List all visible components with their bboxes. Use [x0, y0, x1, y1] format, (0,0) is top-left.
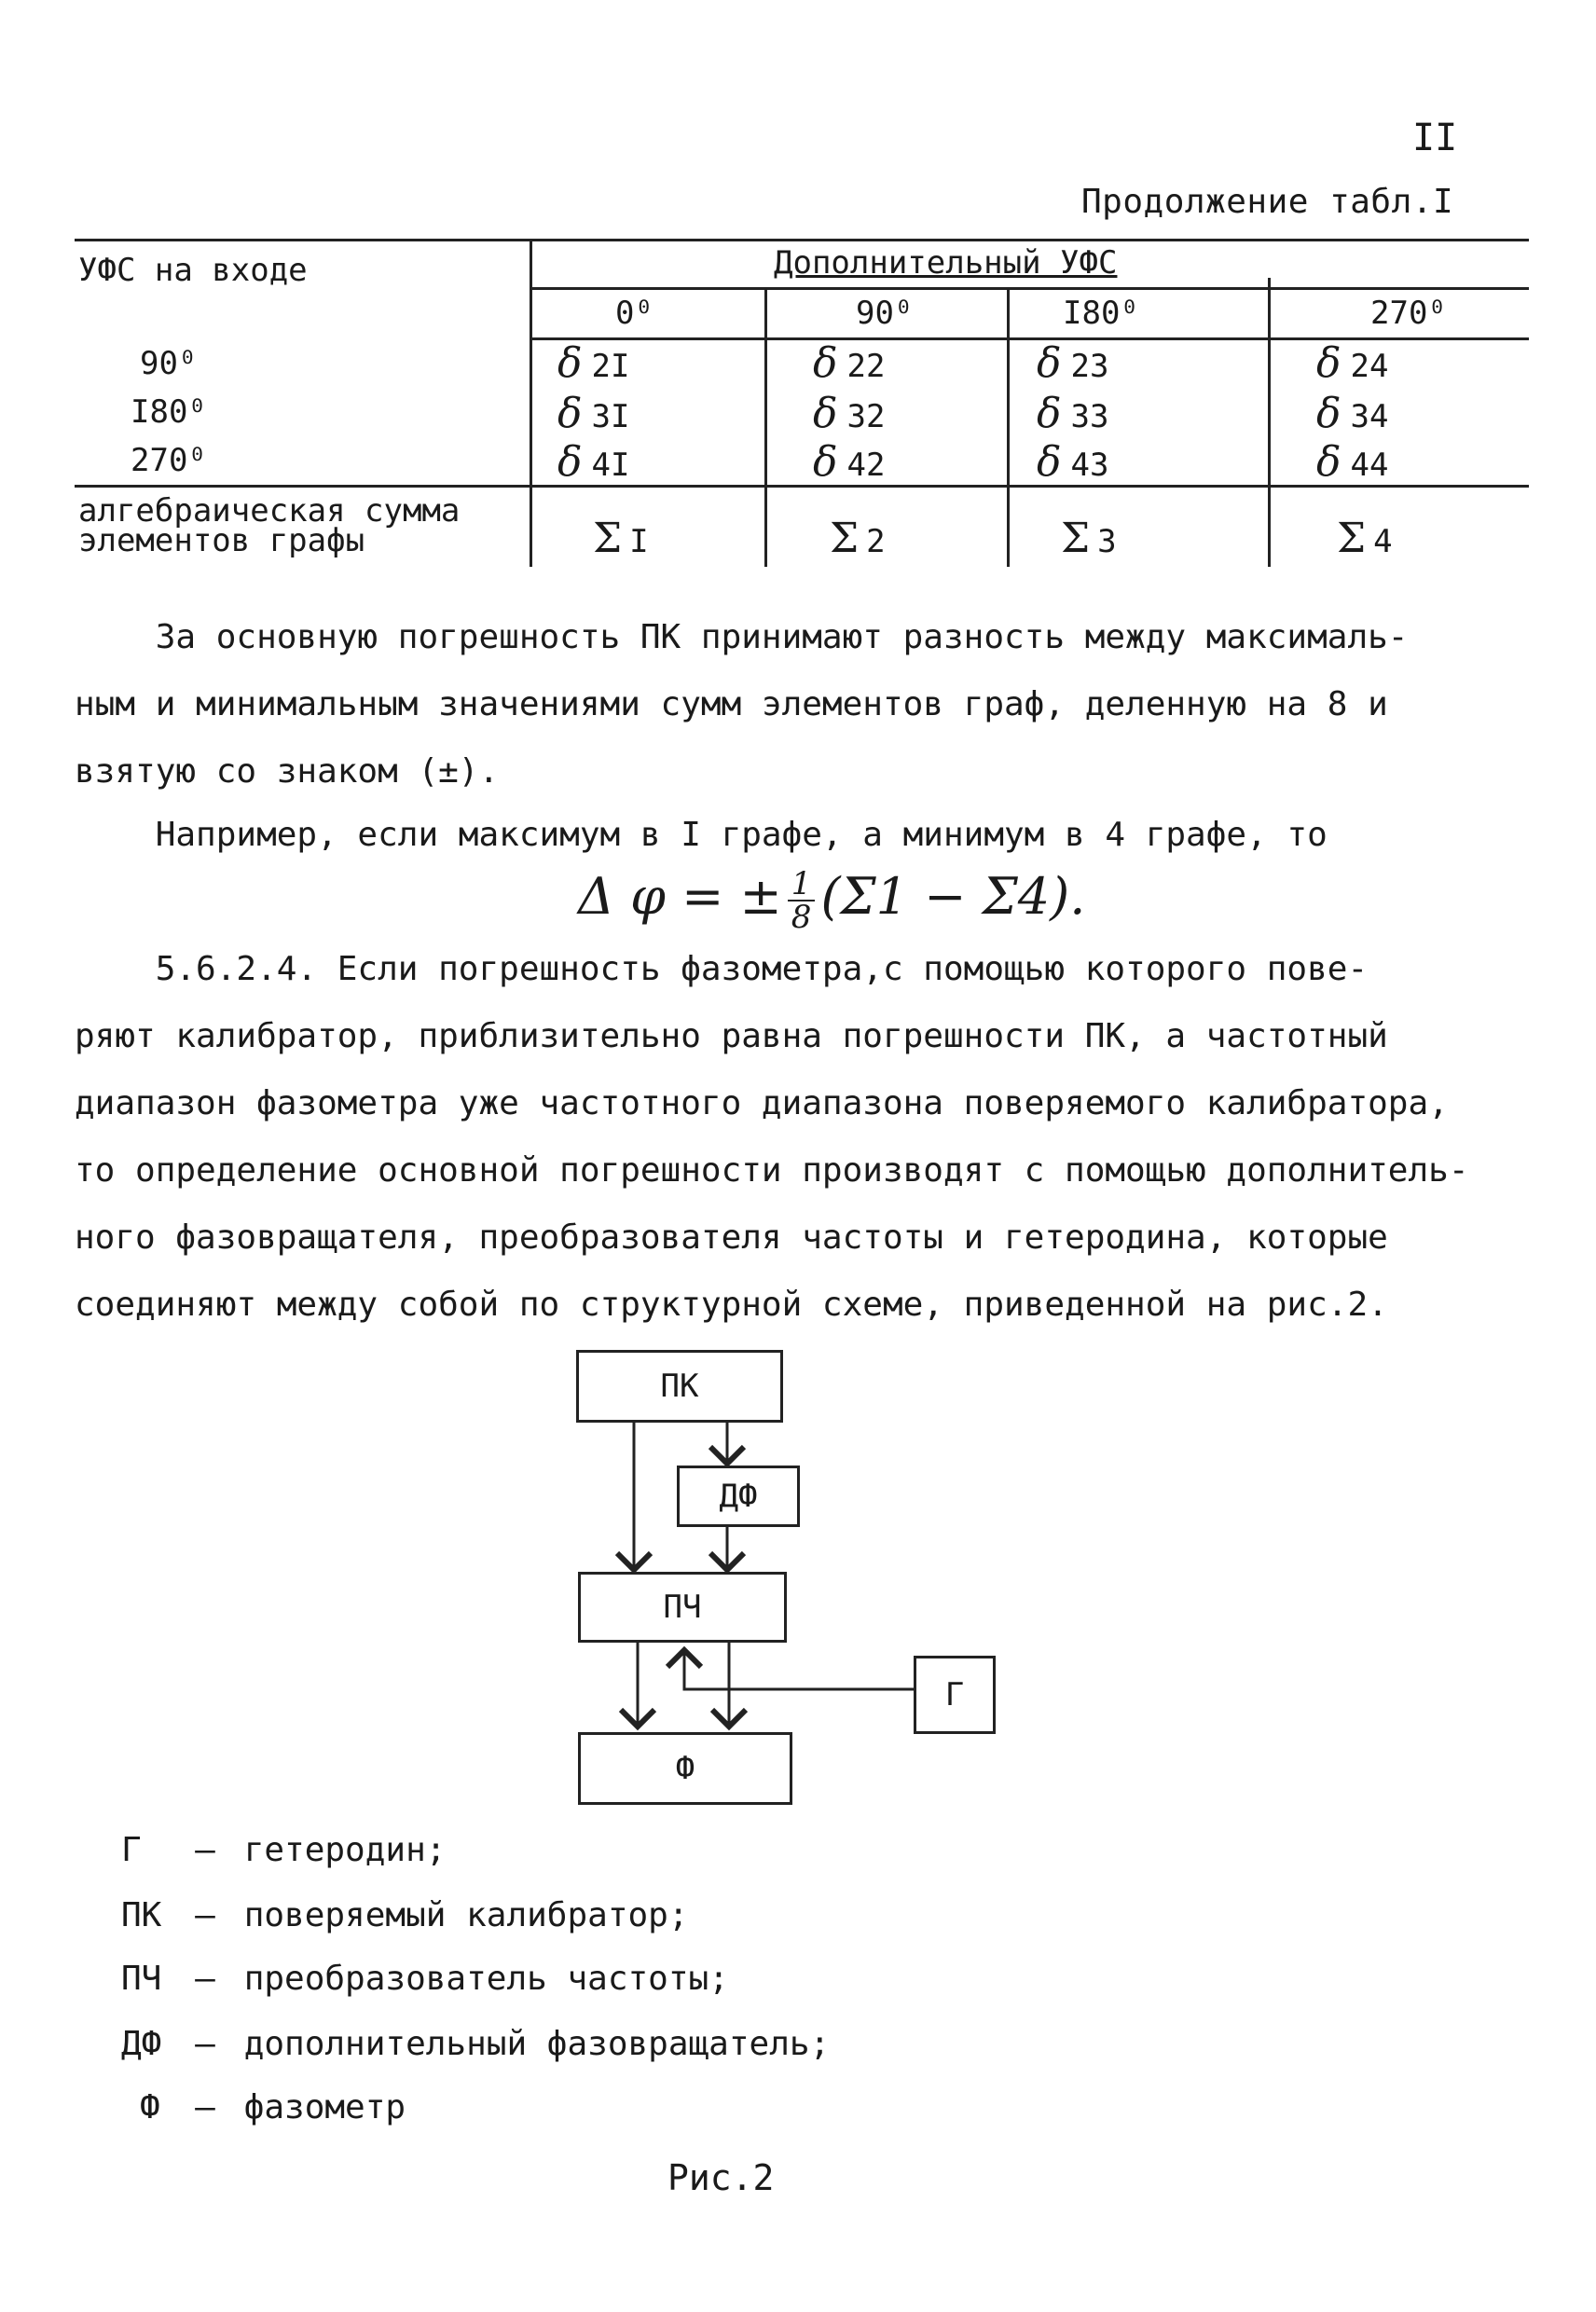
row-label-180: I80⁰: [131, 393, 207, 431]
block-g: Г: [914, 1656, 996, 1734]
delta-symbol: δ: [1037, 339, 1062, 387]
figure-caption: Рис.2: [667, 2157, 775, 2198]
block-f: Ф: [578, 1732, 792, 1805]
delta-symbol: δ: [813, 339, 838, 387]
block-df: ДФ: [677, 1466, 800, 1527]
col-header-270: 270⁰: [1370, 295, 1447, 332]
legend-item-pch: ПЧ – преобразователь частоты;: [121, 1960, 729, 1998]
cell-42: δ 42: [813, 438, 886, 486]
sum-3: Σ 3: [1061, 515, 1117, 562]
sum-label: алгебраическая сумма элементов графы: [78, 492, 461, 559]
col-header-180: I80⁰: [1063, 295, 1139, 332]
cell-31: δ 3I: [557, 390, 630, 437]
paragraph-3: 5.6.2.4. Если погрешность фазометра,с помощью которого пове- ряют калибратор, приблизительно равна погрешности ПК, а частотный диапазон фазометра уже частотного диапазона поверяемого калибратора, то определение основной погрешности производят с помощью дополнитель- ного фазовращателя, преобразователя частоты и гетеродина, которые соединяют между собой по структурной схеме, приведенной на рис.2.: [75, 950, 1469, 1324]
cell-22: δ 22: [813, 339, 886, 387]
row-label-90: 90⁰: [140, 345, 198, 382]
legend-item-df: ДФ – дополнительный фазовращатель;: [121, 2025, 831, 2063]
cell-43: δ 43: [1037, 438, 1109, 486]
sigma-symbol: Σ: [830, 515, 860, 562]
sum-2: Σ 2: [830, 515, 886, 562]
col-header-90: 90⁰: [856, 295, 914, 332]
sum-4: Σ 4: [1337, 515, 1393, 562]
delta-symbol: δ: [557, 390, 583, 437]
delta-symbol: δ: [813, 438, 838, 486]
block-pk: ПК: [576, 1350, 783, 1423]
page-number: II: [1412, 117, 1458, 159]
legend-item-f: Ф – фазометр: [140, 2088, 406, 2126]
delta-symbol: δ: [557, 339, 583, 387]
delta-symbol: δ: [1316, 438, 1341, 486]
paragraph-1: За основную погрешность ПК принимают разность между максималь- ным и минимальным значениями сумм элементов граф, деленную на 8 и взятую со знаком (±).: [75, 618, 1409, 791]
cell-24: δ 24: [1316, 339, 1389, 387]
delta-symbol: δ: [1037, 438, 1062, 486]
delta-symbol: δ: [1316, 339, 1341, 387]
table-caption: Продолжение табл.I: [1081, 183, 1454, 221]
delta-symbol: δ: [557, 438, 583, 486]
cell-34: δ 34: [1316, 390, 1389, 437]
legend-item-g: Г – гетеродин;: [121, 1831, 447, 1869]
row-label-270: 270⁰: [131, 442, 207, 479]
delta-symbol: δ: [813, 390, 838, 437]
cell-23: δ 23: [1037, 339, 1109, 387]
cell-33: δ 33: [1037, 390, 1109, 437]
sigma-symbol: Σ: [593, 515, 623, 562]
cell-21: δ 2I: [557, 339, 630, 387]
legend-item-pk: ПК – поверяемый калибратор;: [121, 1896, 689, 1934]
row-header: УФС на входе: [78, 252, 308, 289]
delta-symbol: δ: [1316, 390, 1341, 437]
sum-1: Σ I: [593, 515, 649, 562]
block-pch: ПЧ: [578, 1572, 787, 1643]
group-header: Дополнительный УФС: [774, 244, 1118, 282]
paragraph-2: Например, если максимум в I графе, а минимум в 4 графе, то: [75, 816, 1328, 854]
delta-symbol: δ: [1037, 390, 1062, 437]
cell-41: δ 4I: [557, 438, 630, 486]
sigma-symbol: Σ: [1061, 515, 1091, 562]
col-header-0: 0⁰: [615, 295, 654, 332]
cell-44: δ 44: [1316, 438, 1389, 486]
error-formula: Δ φ = ± $\frac{1}{8}$ (Σ1 − Σ4).: [578, 865, 1086, 936]
cell-32: δ 32: [813, 390, 886, 437]
sigma-symbol: Σ: [1337, 515, 1367, 562]
